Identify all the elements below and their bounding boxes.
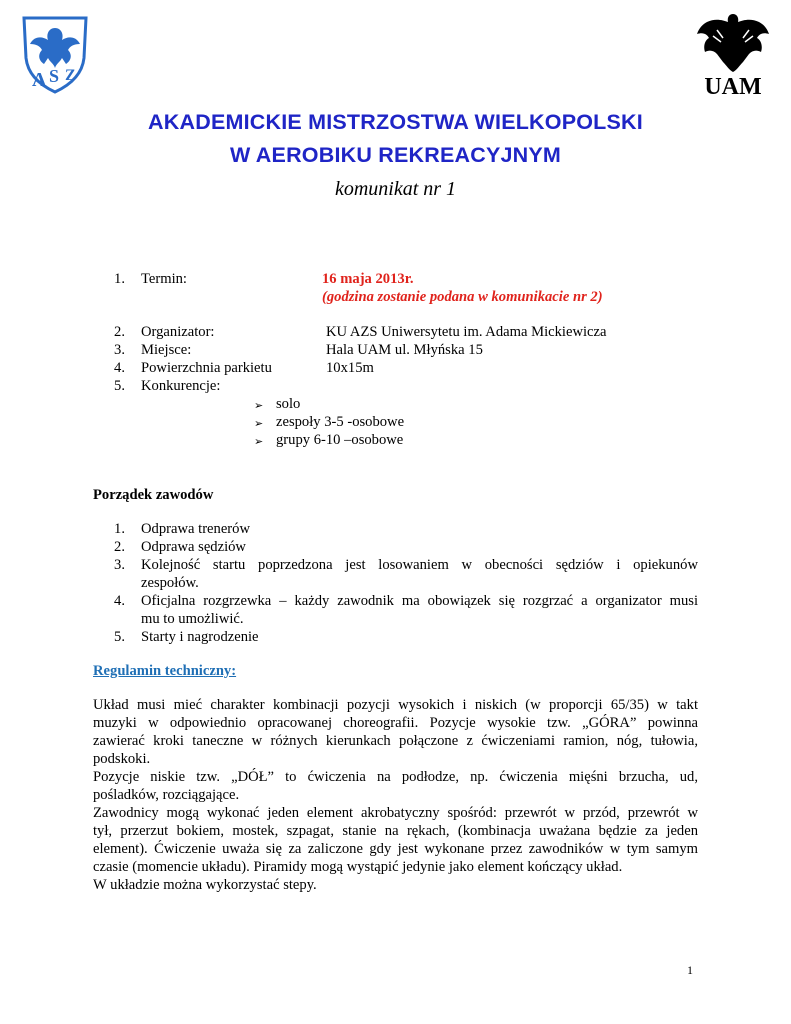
info-item-number: 2. <box>114 324 125 340</box>
rules-paragraph-line: element). Ćwiczenie uważa się za zaliczone gdy jest wykonane przez zawodników w tym samym <box>93 841 698 857</box>
info-item-number: 3. <box>114 342 125 358</box>
order-item: Odprawa trenerów <box>141 521 250 537</box>
organizer-value: KU AZS Uniwersytetu im. Adama Mickiewicza <box>326 324 607 340</box>
logo-letter-s: S <box>49 66 60 86</box>
order-heading: Porządek zawodów <box>93 487 214 503</box>
arrow-bullet-icon: ➢ <box>254 400 264 412</box>
info-item-label: Powierzchnia parkietu <box>141 360 272 376</box>
venue-value: Hala UAM ul. Młyńska 15 <box>326 342 483 358</box>
order-item-line: zespołów. <box>141 575 199 591</box>
info-item-label: Termin: <box>141 271 187 287</box>
rules-paragraph-line: podskoki. <box>93 751 151 767</box>
logo-letter-z: Z <box>65 67 76 84</box>
rules-paragraph-line: pośladków, rozciągające. <box>93 787 240 803</box>
floor-size-value: 10x15m <box>326 360 374 376</box>
page-number: 1 <box>687 963 693 977</box>
order-item-line: mu to umożliwić. <box>141 611 244 627</box>
title-line-1: AKADEMICKIE MISTRZOSTWA WIELKOPOLSKI <box>148 110 643 134</box>
uam-logo <box>693 10 773 98</box>
rules-paragraph-line: W układzie można wykorzystać stepy. <box>93 877 317 893</box>
event-time-note: (godzina zostanie podana w komunikacie nr 2) <box>322 289 603 305</box>
azs-logo <box>18 14 92 94</box>
order-item-number: 5. <box>114 629 125 645</box>
competition-item: zespoły 3-5 -osobowe <box>276 414 405 430</box>
competition-item: solo <box>276 396 301 412</box>
order-item-number: 4. <box>114 593 125 609</box>
rules-paragraph-line: tył, przerzut bokiem, mostek, szpagat, stanie na rękach, (kombinacja uważana będzie za jeden <box>93 823 698 839</box>
order-item: Odprawa sędziów <box>141 539 246 555</box>
event-date: 16 maja 2013r. <box>322 271 414 287</box>
rules-paragraph-line: muzyki w odpowiednio opracowanej choreografii. Pozycje wysokie tzw. „GÓRA” powinna <box>93 715 698 731</box>
arrow-bullet-icon: ➢ <box>254 436 264 448</box>
subtitle: komunikat nr 1 <box>334 178 457 200</box>
info-item-label: Organizator: <box>141 324 215 340</box>
rules-paragraph-line: Zawodnicy mogą wykonać jeden element akrobatyczny spośród: przewrót w przód, przewrót w <box>93 805 698 821</box>
info-item-number: 1. <box>114 271 125 287</box>
info-item-number: 4. <box>114 360 125 376</box>
info-item-label: Miejsce: <box>141 342 192 358</box>
order-item-line: Oficjalna rozgrzewka – każdy zawodnik ma obowiązek się rozgrzać a organizator musi <box>141 593 698 609</box>
order-item-line: Kolejność startu poprzedzona jest losowaniem w obecności sędziów i opiekunów <box>141 557 698 573</box>
info-item-label: Konkurencje: <box>141 378 221 394</box>
rules-paragraph-line: zawierać kroki taneczne w różnych kierunkach połączone z ćwiczeniami ramion, nóg, tułowia, <box>93 733 698 749</box>
arrow-bullet-icon: ➢ <box>254 418 264 430</box>
logo-letter-a: A <box>32 69 47 91</box>
rules-heading-link[interactable]: Regulamin techniczny: <box>93 663 237 679</box>
order-item-number: 2. <box>114 539 125 555</box>
order-item: Starty i nagrodzenie <box>141 629 259 645</box>
rules-paragraph-line: czasie (momencie układu). Piramidy mogą wystąpić jedynie jako element kończący układ. <box>93 859 623 875</box>
uam-logo-text: UAM <box>704 74 762 98</box>
competition-item: grupy 6-10 –osobowe <box>276 432 404 448</box>
order-item-number: 1. <box>114 521 125 537</box>
rules-paragraph-line: Układ musi mieć charakter kombinacji pozycji wysokich i niskich (w proporcji 65/35) w takt <box>93 697 698 713</box>
order-item-number: 3. <box>114 557 125 573</box>
rules-paragraph-line: Pozycje niskie tzw. „DÓŁ” to ćwiczenia na podłodze, np. ćwiczenia mięśni brzucha, ud, <box>93 769 698 785</box>
info-item-number: 5. <box>114 378 125 394</box>
title-line-2: W AEROBIKU REKREACYJNYM <box>229 143 562 167</box>
